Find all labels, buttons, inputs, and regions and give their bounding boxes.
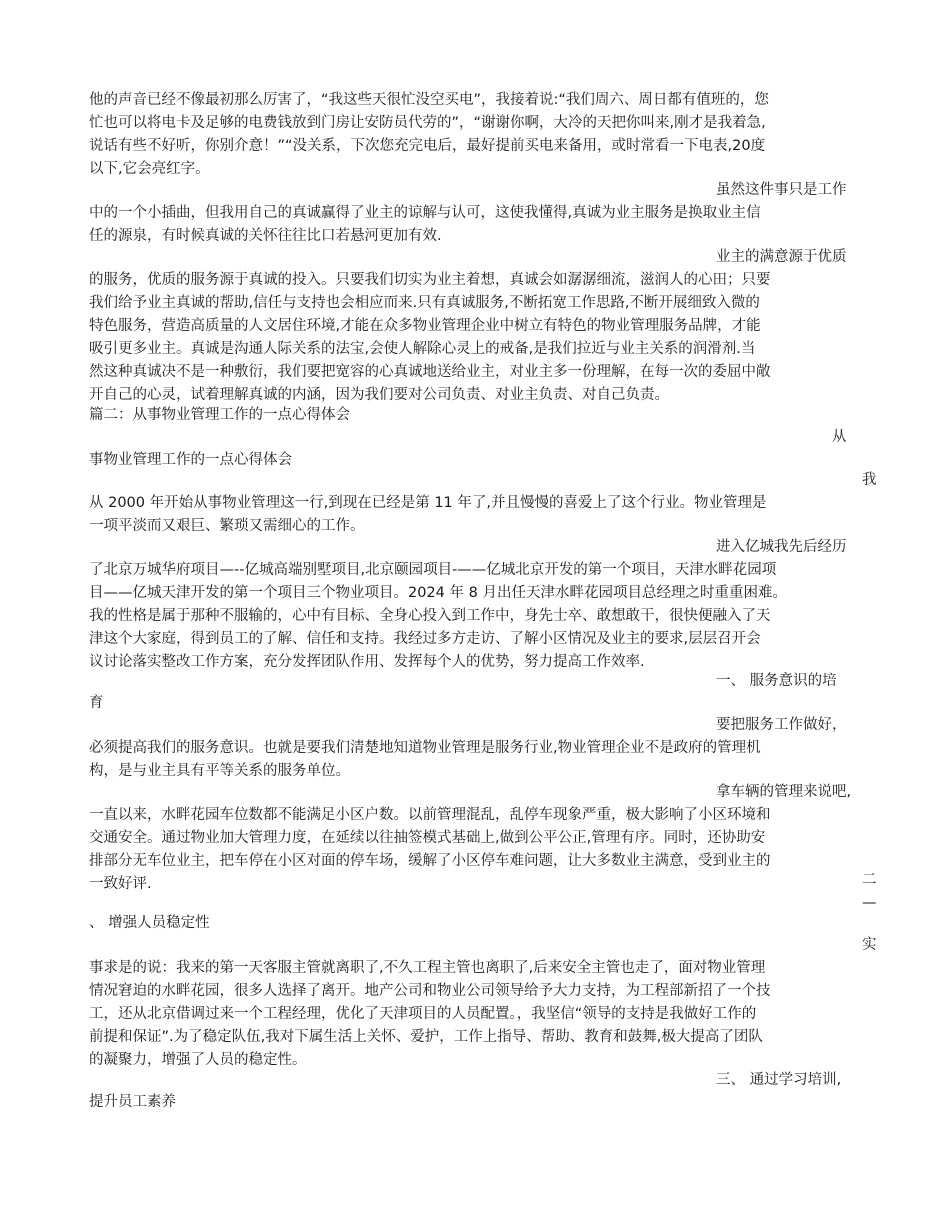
text-line: 他的声音已经不像最初那么厉害了，“我这些天很忙没空买电”，我接着说:“我们周六、周日都有值班的，您	[89, 92, 769, 108]
text-line: 必须提高我们的服务意识。也就是要我们清楚地知道物业管理是服务行业,物业管理企业不是政府的管理机	[89, 740, 761, 756]
text-line: 中的一个小插曲，但我用自己的真诚赢得了业主的谅解与认可，这使我懂得,真诚为业主服务是换取业主信	[89, 205, 761, 221]
text-line: 前提和保证”.为了稳定队伍,我对下属生活上关怀、爱护，工作上指导、帮助、教育和鼓舞,极大提高了团队	[89, 1029, 763, 1045]
text-line: 任的源泉，有时候真诚的关怀往往比口若悬河更加有效.	[89, 228, 442, 244]
text-line: 说话有些不好听，你别介意！”“没关系，下次您充完电后，最好提前买电来备用，或时常看一下电表,20度	[89, 138, 766, 154]
text-line: 拿车辆的管理来说吧,	[716, 784, 852, 800]
text-line: 提升员工素养	[89, 1094, 176, 1110]
section-heading: 三、 通过学习培训,	[716, 1072, 842, 1088]
text-line: 排部分无车位业主，把车停在小区对面的停车场，缓解了小区停车难问题，让大多数业主满意，受到业主的	[89, 853, 771, 869]
text-line: 我的性格是属于那种不服输的，心中有目标、全身心投入到工作中，身先士卒、敢想敢干，很快便融入了天	[89, 608, 771, 624]
text-line: 津这个大家庭，得到员工的了解、信任和支持。我经过多方走访、了解小区情况及业主的要求,层层召开会	[89, 631, 761, 647]
text-line: 一致好评.	[89, 876, 152, 892]
text-line: 一直以来，水畔花园车位数都不能满足小区户数。以前管理混乱，乱停车现象严重，极大影响了小区环境和	[89, 807, 771, 823]
text-line: 了北京万城华府项目—--亿城高端别墅项目,北京颐园项目-——亿城北京开发的第一个项目，天津水畔花园项	[89, 562, 777, 578]
text-line: 开自己的心灵，试着理解真诚的内涵，因为我们要对公司负责、对业主负责、对自己负责。	[89, 387, 669, 403]
text-line: 构，是与业主具有平等关系的服务单位。	[89, 763, 350, 779]
text-line: 的服务，优质的服务源于真诚的投入。只要我们切实为业主着想，真诚会如潺潺细流，滋润人的心田；只要	[89, 272, 771, 288]
text-line: 情况窘迫的水畔花园，很多人选择了离开。地产公司和物业公司领导给予大力支持，为工程部新招了一个技	[89, 983, 771, 999]
text-line: 实	[862, 937, 877, 953]
text-line: 进入亿城我先后经历	[716, 539, 847, 555]
text-line: 育	[89, 695, 104, 711]
text-line: 交通安全。通过物业加大管理力度，在延续以往抽签模式基础上,做到公平公正,管理有序。同时，还协助安	[89, 830, 766, 846]
text-line: 事求是的说：我来的第一天客服主管就离职了,不久工程主管也离职了,后来安全主管也走了，面对物业管理	[89, 960, 766, 976]
text-line: 一项平淡而又艰巨、繁琐又需细心的工作。	[89, 518, 365, 534]
text-line: 工，还从北京借调过来一个工程经理，优化了天津项目的人员配置。，我坚信“领导的支持是我做好工作的	[89, 1006, 757, 1022]
text-line: 我们给予业主真诚的帮助,信任与支持也会相应而来.只有真诚服务,不断拓宽工作思路,不断开展细致入微的	[89, 295, 760, 311]
text-line: 从 2000 年开始从事物业管理这一行,到现在已经是第 11 年了,并且慢慢的喜爱上了这个行业。物业管理是	[89, 495, 767, 511]
text-line: —	[862, 895, 877, 911]
text-line: 我	[862, 472, 877, 488]
text-line: 议讨论落实整改工作方案，充分发挥团队作用、发挥每个人的优势，努力提高工作效率.	[89, 654, 645, 670]
text-line: 忙也可以将电卡及足够的电费钱放到门房让安防员代劳的”，“谢谢你啊，大冷的天把你叫来,刚才是我着急,	[89, 115, 766, 131]
text-line: 虽然这件事只是工作	[716, 182, 847, 198]
text-line: 以下,它会亮红字。	[89, 161, 210, 177]
section-heading: 一、 服务意识的培	[716, 673, 837, 689]
section-heading: 、 增强人员稳定性	[89, 915, 210, 931]
text-line: 从	[832, 429, 847, 445]
text-line: 目——亿城天津开发的第一个项目三个物业项目。2024 年 8 月出任天津水畔花园项目总经理之时重重困难。	[89, 585, 787, 601]
text-line: 要把服务工作做好，	[716, 717, 847, 733]
text-line: 二	[862, 872, 877, 888]
section-heading: 篇二：从事物业管理工作的一点心得体会	[89, 407, 350, 423]
text-line: 然这种真诚决不是一种敷衍，我们要把宽容的心真诚地送给业主，对业主多一份理解，在每一次的委屈中敞	[89, 364, 771, 380]
text-line: 事物业管理工作的一点心得体会	[89, 452, 292, 468]
text-line: 业主的满意源于优质	[716, 249, 847, 265]
text-line: 特色服务，营造高质量的人文居住环境,才能在众多物业管理企业中树立有特色的物业管理服务品牌，才能	[89, 318, 761, 334]
text-line: 的凝聚力，增强了人员的稳定性。	[89, 1052, 307, 1068]
text-line: 吸引更多业主。真诚是沟通人际关系的法宝,会使人解除心灵上的戒备,是我们拉近与业主关系的润滑剂.当	[89, 341, 756, 357]
